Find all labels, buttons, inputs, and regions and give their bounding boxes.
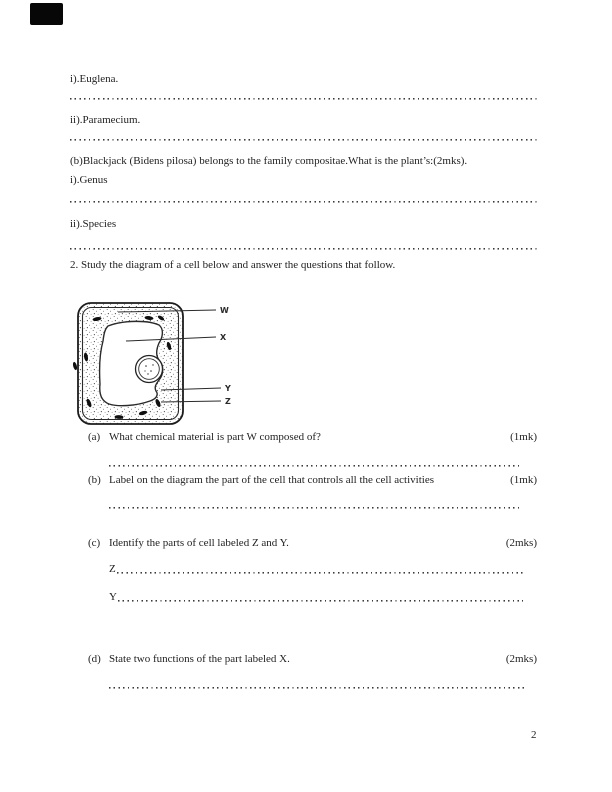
- answer-row-z-label: Z: [109, 563, 116, 575]
- question-2b: [88, 473, 537, 487]
- answer-blank-line: [109, 686, 527, 689]
- question-2a-text: What chemical material is part W composed of?: [109, 431, 321, 443]
- answer-blank-line: [109, 464, 519, 467]
- plant-cell-diagram: [64, 294, 246, 432]
- answer-row-y-label: Y: [109, 591, 117, 603]
- diagram-label-x: X: [220, 333, 227, 342]
- question-2a-marks: (1mk): [510, 431, 537, 443]
- question-2-intro: 2. Study the diagram of a cell below and answer the questions that follow.: [70, 259, 396, 271]
- answer-blank-line: [109, 506, 519, 509]
- diagram-label-w: W: [220, 306, 229, 315]
- question-2d: [88, 652, 537, 666]
- question-2a: [88, 430, 537, 444]
- answer-blank-line: [70, 97, 540, 100]
- answer-row-z: [109, 562, 523, 576]
- question-2d-id: (d): [88, 653, 101, 665]
- diagram-label-y: Y: [225, 384, 231, 393]
- answer-blank-line: [70, 247, 540, 250]
- nucleus: [136, 356, 163, 383]
- answer-item-species: ii).Species: [70, 218, 117, 230]
- question-2c-marks: (2mks): [505, 537, 537, 549]
- question-2d-marks: (2mks): [505, 653, 537, 665]
- question-2b-text: Label on the diagram the part of the cell that controls all the cell activities: [109, 474, 434, 486]
- scan-artifact-mark: [30, 3, 63, 25]
- question-2a-id: (a): [88, 431, 101, 443]
- question-2c-id: (c): [88, 537, 101, 549]
- question-2c-text: Identify the parts of cell labeled Z and Y.: [109, 537, 289, 549]
- question-2b-id: (b): [88, 474, 101, 486]
- answer-blank-leader: [117, 562, 523, 576]
- answer-blank-line: [70, 138, 540, 141]
- answer-item-euglena: i).Euglena.: [70, 73, 119, 85]
- question-2d-text: State two functions of the part labeled X.: [109, 653, 290, 665]
- question-2c: [88, 536, 537, 550]
- diagram-label-z: Z: [225, 397, 231, 406]
- page-number: 2: [531, 729, 537, 741]
- answer-item-genus: i).Genus: [70, 174, 108, 186]
- answer-row-y: [109, 590, 523, 604]
- answer-blank-line: [70, 200, 540, 203]
- answer-blank-leader: [118, 590, 523, 604]
- question-2b-marks: (1mk): [510, 474, 537, 486]
- answer-item-paramecium: ii).Paramecium.: [70, 114, 141, 126]
- question-1b-text: (b)Blackjack (Bidens pilosa) belongs to the family compositae.What is the plant’s:(2mks).: [70, 155, 468, 167]
